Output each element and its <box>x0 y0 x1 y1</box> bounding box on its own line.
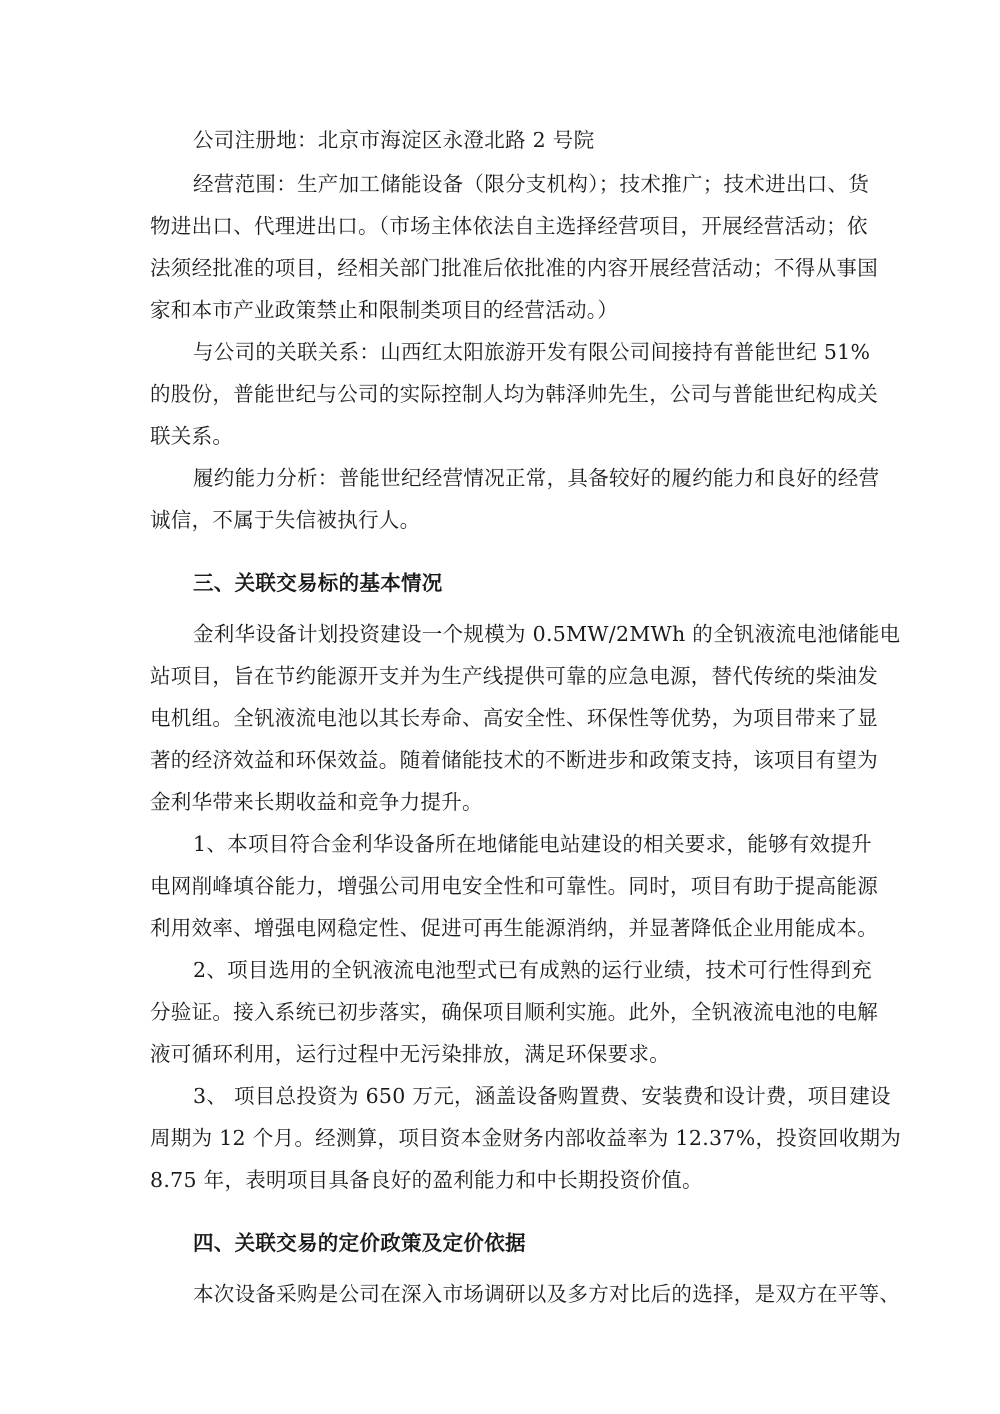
point-3-line-3: 8.75 年，表明项目具备良好的盈利能力和中长期投资价值。 <box>150 1168 703 1192</box>
project-intro-line-4: 著的经济效益和环保效益。随着储能技术的不断进步和政策支持，该项目有望为 <box>150 748 878 772</box>
performance-line-1: 履约能力分析：普能世纪经营情况正常，具备较好的履约能力和良好的经营 <box>193 466 880 490</box>
project-intro-line-1: 金利华设备计划投资建设一个规模为 0.5MW/2MWh 的全钒液流电池储能电 <box>193 622 901 646</box>
business-scope-line-4: 家和本市产业政策禁止和限制类项目的经营活动。） <box>150 298 619 322</box>
business-scope-line-3: 法须经批准的项目，经相关部门批准后依批准的内容开展经营活动；不得从事国 <box>150 256 878 280</box>
relationship-line-1: 与公司的关联关系：山西红太阳旅游开发有限公司间接持有普能世纪 51% <box>193 340 871 364</box>
project-intro-line-2: 站项目，旨在节约能源开支并为生产线提供可靠的应急电源，替代传统的柴油发 <box>150 664 878 688</box>
performance-line-2: 诚信，不属于失信被执行人。 <box>150 508 421 532</box>
section-heading-3: 三、关联交易标的基本情况 <box>193 571 443 595</box>
business-scope-line-2: 物进出口、代理进出口。（市场主体依法自主选择经营项目，开展经营活动；依 <box>150 214 868 238</box>
pricing-policy-line-1: 本次设备采购是公司在深入市场调研以及多方对比后的选择，是双方在平等、 <box>193 1282 901 1306</box>
point-2-line-1: 2、项目选用的全钒液流电池型式已有成熟的运行业绩，技术可行性得到充 <box>193 958 872 982</box>
point-1-line-1: 1、本项目符合金利华设备所在地储能电站建设的相关要求，能够有效提升 <box>193 832 872 856</box>
point-2-line-2: 分验证。接入系统已初步落实，确保项目顺利实施。此外，全钒液流电池的电解 <box>150 1000 878 1024</box>
relationship-line-3: 联关系。 <box>150 424 234 448</box>
project-intro-line-5: 金利华带来长期收益和竞争力提升。 <box>150 790 483 814</box>
point-3-line-1: 3、 项目总投资为 650 万元，涵盖设备购置费、安装费和设计费，项目建设 <box>193 1084 891 1108</box>
point-1-line-3: 利用效率、增强电网稳定性、促进可再生能源消纳，并显著降低企业用能成本。 <box>150 916 878 940</box>
project-intro-line-3: 电机组。全钒液流电池以其长寿命、高安全性、环保性等优势，为项目带来了显 <box>150 706 878 730</box>
point-1-line-2: 电网削峰填谷能力，增强公司用电安全性和可靠性。同时，项目有助于提高能源 <box>150 874 878 898</box>
business-scope-line-1: 经营范围：生产加工储能设备（限分支机构）；技术推广；技术进出口、货 <box>193 172 870 196</box>
registered-address-line: 公司注册地：北京市海淀区永澄北路 2 号院 <box>193 128 595 152</box>
point-2-line-3: 液可循环利用，运行过程中无污染排放，满足环保要求。 <box>150 1042 670 1066</box>
section-heading-4: 四、关联交易的定价政策及定价依据 <box>193 1231 526 1255</box>
relationship-line-2: 的股份，普能世纪与公司的实际控制人均为韩泽帅先生，公司与普能世纪构成关 <box>150 382 878 406</box>
point-3-line-2: 周期为 12 个月。经测算，项目资本金财务内部收益率为 12.37%，投资回收期为 <box>150 1126 902 1150</box>
